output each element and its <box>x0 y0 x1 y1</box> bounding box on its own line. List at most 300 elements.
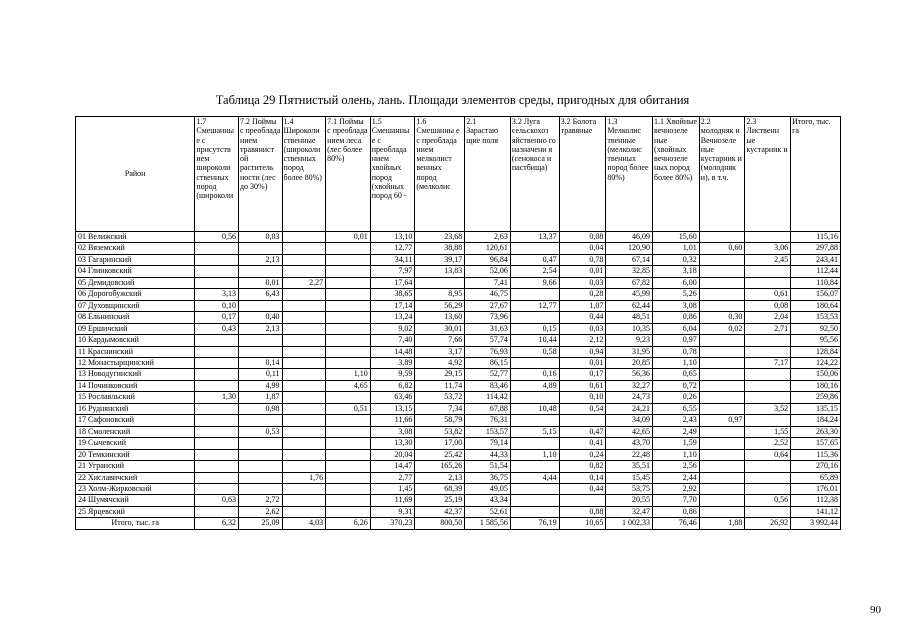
area-value-cell <box>238 483 282 494</box>
area-value-cell: 0,61 <box>559 380 606 391</box>
table-row <box>76 300 841 311</box>
area-value-cell <box>326 438 371 449</box>
area-value-cell <box>282 300 326 311</box>
table-row <box>76 312 841 323</box>
area-value-cell: 8,95 <box>415 289 465 300</box>
area-value-cell: 38,65 <box>370 289 415 300</box>
area-value-cell <box>699 461 745 472</box>
column-header-rayon: Район <box>76 117 195 232</box>
area-value-cell: 7,70 <box>653 495 700 506</box>
area-value-cell: 14,48 <box>370 346 415 357</box>
area-value-cell <box>510 392 559 403</box>
area-value-cell <box>326 461 371 472</box>
area-value-cell: 0,02 <box>699 323 745 334</box>
area-value-cell <box>699 495 745 506</box>
area-value-cell: 0,01 <box>326 232 371 243</box>
area-value-cell: 0,65 <box>653 369 700 380</box>
table-row <box>76 461 841 472</box>
area-value-cell: 135,15 <box>791 403 841 414</box>
area-value-cell: 83,46 <box>465 380 511 391</box>
area-value-cell <box>510 312 559 323</box>
area-value-cell: 120,61 <box>465 243 511 254</box>
area-value-cell: 7,97 <box>370 266 415 277</box>
total-value-cell: 76,46 <box>653 518 700 529</box>
area-value-cell: 31,63 <box>465 323 511 334</box>
area-value-cell: 2,43 <box>653 415 700 426</box>
area-value-cell: 52,61 <box>465 506 511 517</box>
table-row <box>76 254 841 265</box>
area-value-cell: 39,17 <box>415 254 465 265</box>
area-value-cell: 0,08 <box>745 300 791 311</box>
district-name-cell: 25 Ярцевский <box>76 506 195 517</box>
area-value-cell <box>699 483 745 494</box>
total-row <box>76 518 841 529</box>
area-value-cell: 96,84 <box>465 254 511 265</box>
total-value-cell: 25,09 <box>238 518 282 529</box>
area-value-cell <box>326 289 371 300</box>
table-row <box>76 472 841 483</box>
area-value-cell: 0,47 <box>510 254 559 265</box>
area-value-cell <box>282 380 326 391</box>
total-value-cell: 10,65 <box>559 518 606 529</box>
area-value-cell: 0,32 <box>653 254 700 265</box>
area-value-cell: 0,78 <box>559 254 606 265</box>
area-value-cell: 1,87 <box>238 392 282 403</box>
table-row <box>76 289 841 300</box>
district-name-cell: 14 Починковский <box>76 380 195 391</box>
area-value-cell: 15,60 <box>653 232 700 243</box>
area-value-cell: 45,99 <box>606 289 653 300</box>
area-value-cell: 2,12 <box>559 335 606 346</box>
table-row <box>76 495 841 506</box>
area-value-cell: 297,88 <box>791 243 841 254</box>
area-value-cell: 0,14 <box>238 357 282 368</box>
area-value-cell: 150,06 <box>791 369 841 380</box>
table-row <box>76 266 841 277</box>
area-value-cell: 13,60 <box>415 312 465 323</box>
area-value-cell <box>282 335 326 346</box>
area-value-cell: 46,09 <box>606 232 653 243</box>
area-value-cell <box>195 346 239 357</box>
district-name-cell: 21 Угранский <box>76 461 195 472</box>
area-value-cell: 7,66 <box>415 335 465 346</box>
area-value-cell: 0,16 <box>510 369 559 380</box>
area-value-cell: 17,64 <box>370 277 415 288</box>
area-value-cell <box>282 461 326 472</box>
district-name-cell: 09 Ершичский <box>76 323 195 334</box>
area-value-cell: 112,44 <box>791 266 841 277</box>
area-value-cell <box>282 392 326 403</box>
area-value-cell <box>282 438 326 449</box>
total-value-cell: 3 992,44 <box>791 518 841 529</box>
area-value-cell <box>195 243 239 254</box>
area-value-cell: 2,52 <box>745 438 791 449</box>
area-value-cell: 115,36 <box>791 449 841 460</box>
area-value-cell: 0,56 <box>745 495 791 506</box>
area-value-cell: 2,71 <box>745 323 791 334</box>
district-name-cell: 08 Ельнинский <box>76 312 195 323</box>
area-value-cell: 9,23 <box>606 335 653 346</box>
area-value-cell: 2,04 <box>745 312 791 323</box>
area-value-cell: 53,75 <box>606 483 653 494</box>
area-value-cell: 53,72 <box>415 392 465 403</box>
area-value-cell: 0,43 <box>195 323 239 334</box>
area-value-cell <box>699 346 745 357</box>
area-value-cell: 0,01 <box>559 266 606 277</box>
area-value-cell: 76,93 <box>465 346 511 357</box>
area-value-cell: 1,01 <box>653 243 700 254</box>
area-value-cell: 7,17 <box>745 357 791 368</box>
area-value-cell: 0,03 <box>559 277 606 288</box>
area-value-cell: 20,04 <box>370 449 415 460</box>
area-value-cell <box>238 438 282 449</box>
table-row <box>76 369 841 380</box>
area-value-cell <box>510 289 559 300</box>
area-value-cell: 62,44 <box>606 300 653 311</box>
area-value-cell <box>282 483 326 494</box>
area-value-cell: 0,28 <box>559 289 606 300</box>
total-value-cell: 800,50 <box>415 518 465 529</box>
area-value-cell: 10,44 <box>510 335 559 346</box>
area-value-cell <box>195 277 239 288</box>
area-value-cell: 27,67 <box>465 300 511 311</box>
area-value-cell <box>282 449 326 460</box>
area-value-cell <box>745 472 791 483</box>
area-value-cell: 4,89 <box>510 380 559 391</box>
area-value-cell: 3,89 <box>370 357 415 368</box>
total-value-cell: 6,26 <box>326 518 371 529</box>
area-value-cell: 23,68 <box>415 232 465 243</box>
area-value-cell <box>238 300 282 311</box>
area-value-cell: 10,35 <box>606 323 653 334</box>
area-value-cell <box>745 369 791 380</box>
area-value-cell: 0,01 <box>559 357 606 368</box>
area-value-cell: 0,97 <box>653 335 700 346</box>
area-value-cell: 153,57 <box>465 426 511 437</box>
area-value-cell <box>699 277 745 288</box>
area-value-cell: 259,86 <box>791 392 841 403</box>
area-value-cell: 13,15 <box>370 403 415 414</box>
area-value-cell: 0,97 <box>699 415 745 426</box>
area-value-cell <box>745 346 791 357</box>
table-row <box>76 277 841 288</box>
habitat-area-table <box>75 116 841 530</box>
column-header: 1.6 Смешанны е с преоблада нием мелколист венных пород (мелколис <box>415 117 465 232</box>
area-value-cell: 79,14 <box>465 438 511 449</box>
area-value-cell: 25,42 <box>415 449 465 460</box>
table-row <box>76 380 841 391</box>
area-value-cell: 20,85 <box>606 357 653 368</box>
area-value-cell <box>699 426 745 437</box>
district-name-cell: 02 Вяземский <box>76 243 195 254</box>
area-value-cell <box>282 266 326 277</box>
area-value-cell: 52,77 <box>465 369 511 380</box>
area-value-cell <box>195 415 239 426</box>
area-value-cell: 0,44 <box>559 312 606 323</box>
area-value-cell: 1,76 <box>282 472 326 483</box>
area-value-cell <box>195 449 239 460</box>
table-row <box>76 232 841 243</box>
area-value-cell <box>510 506 559 517</box>
column-header: 7.2 Поймы с преоблада нием травянист ой раститель ности (лес до 30%) <box>238 117 282 232</box>
district-name-cell: 19 Сычевский <box>76 438 195 449</box>
area-value-cell <box>699 438 745 449</box>
area-value-cell <box>699 403 745 414</box>
area-value-cell <box>510 357 559 368</box>
area-value-cell: 6,82 <box>370 380 415 391</box>
area-value-cell: 0,88 <box>559 506 606 517</box>
total-value-cell: 26,92 <box>745 518 791 529</box>
area-value-cell: 24,21 <box>606 403 653 414</box>
area-value-cell: 243,41 <box>791 254 841 265</box>
area-value-cell: 2,54 <box>510 266 559 277</box>
area-value-cell <box>195 369 239 380</box>
area-value-cell <box>699 300 745 311</box>
district-name-cell: 04 Глинковский <box>76 266 195 277</box>
area-value-cell <box>326 415 371 426</box>
column-header: 3.2 Луга сельскохоз яйственно го назначени я (сенокоса и пастбища) <box>510 117 559 232</box>
area-value-cell: 6,04 <box>653 323 700 334</box>
table-row <box>76 426 841 437</box>
area-value-cell: 128,84 <box>791 346 841 357</box>
area-value-cell <box>326 277 371 288</box>
area-value-cell: 0,14 <box>559 472 606 483</box>
area-value-cell <box>195 426 239 437</box>
area-value-cell <box>238 266 282 277</box>
area-value-cell: 176,01 <box>791 483 841 494</box>
area-value-cell: 13,30 <box>370 438 415 449</box>
area-value-cell: 35,51 <box>606 461 653 472</box>
table-row <box>76 449 841 460</box>
area-value-cell: 112,38 <box>791 495 841 506</box>
area-value-cell: 10,48 <box>510 403 559 414</box>
area-value-cell: 0,41 <box>559 438 606 449</box>
area-value-cell: 124,22 <box>791 357 841 368</box>
district-name-cell: 10 Кардымовский <box>76 335 195 346</box>
area-value-cell: 0,10 <box>195 300 239 311</box>
area-value-cell: 4,99 <box>238 380 282 391</box>
area-value-cell <box>745 232 791 243</box>
area-value-cell: 1,07 <box>559 300 606 311</box>
area-value-cell: 0,11 <box>238 369 282 380</box>
area-value-cell <box>699 380 745 391</box>
column-header: 1.3 Мелколис твенные (мелколис твенных пород более 80%) <box>606 117 653 232</box>
area-value-cell: 86,15 <box>465 357 511 368</box>
area-value-cell: 43,34 <box>465 495 511 506</box>
area-value-cell <box>745 461 791 472</box>
district-name-cell: 18 Смоленский <box>76 426 195 437</box>
area-value-cell <box>282 323 326 334</box>
area-value-cell: 0,94 <box>559 346 606 357</box>
area-value-cell: 1,10 <box>653 357 700 368</box>
area-value-cell: 2,49 <box>653 426 700 437</box>
district-name-cell: 12 Монастырщинский <box>76 357 195 368</box>
area-value-cell <box>326 312 371 323</box>
area-value-cell: 1,10 <box>326 369 371 380</box>
area-value-cell: 2,13 <box>238 254 282 265</box>
total-value-cell: 1 585,56 <box>465 518 511 529</box>
area-value-cell <box>238 346 282 357</box>
area-value-cell: 9,02 <box>370 323 415 334</box>
area-value-cell: 0,56 <box>195 232 239 243</box>
area-value-cell <box>238 335 282 346</box>
district-name-cell: 22 Хиславичский <box>76 472 195 483</box>
area-value-cell: 0,53 <box>238 426 282 437</box>
area-value-cell: 56,29 <box>415 300 465 311</box>
column-header: 1.7 Смешанны е с присутств ием широколи ственных пород (широколи <box>195 117 239 232</box>
area-value-cell: 1,30 <box>195 392 239 403</box>
area-value-cell: 2,77 <box>370 472 415 483</box>
area-value-cell: 4,65 <box>326 380 371 391</box>
area-value-cell <box>282 506 326 517</box>
area-value-cell: 3,08 <box>653 300 700 311</box>
area-value-cell: 24,73 <box>606 392 653 403</box>
area-value-cell: 165,26 <box>415 461 465 472</box>
area-value-cell <box>699 335 745 346</box>
total-value-cell: 1,88 <box>699 518 745 529</box>
area-value-cell: 270,16 <box>791 461 841 472</box>
district-name-cell: 15 Рославльский <box>76 392 195 403</box>
area-value-cell: 3,06 <box>745 243 791 254</box>
area-value-cell <box>559 495 606 506</box>
area-value-cell: 0,08 <box>559 232 606 243</box>
area-value-cell <box>510 483 559 494</box>
area-value-cell <box>326 254 371 265</box>
area-value-cell: 0,78 <box>653 346 700 357</box>
table-row <box>76 438 841 449</box>
area-value-cell: 43,70 <box>606 438 653 449</box>
area-value-cell: 0,04 <box>559 243 606 254</box>
area-value-cell: 9,59 <box>370 369 415 380</box>
table-row <box>76 243 841 254</box>
area-value-cell: 0,63 <box>195 495 239 506</box>
area-value-cell: 141,12 <box>791 506 841 517</box>
area-value-cell: 0,86 <box>653 312 700 323</box>
area-value-cell: 0,30 <box>699 312 745 323</box>
area-value-cell <box>699 232 745 243</box>
area-value-cell: 67,88 <box>465 403 511 414</box>
area-value-cell: 51,54 <box>465 461 511 472</box>
area-value-cell: 0,03 <box>559 323 606 334</box>
area-value-cell <box>282 243 326 254</box>
area-value-cell <box>699 266 745 277</box>
table-row <box>76 415 841 426</box>
area-value-cell: 13,24 <box>370 312 415 323</box>
area-value-cell <box>282 495 326 506</box>
area-value-cell: 11,66 <box>370 415 415 426</box>
area-value-cell: 2,27 <box>282 277 326 288</box>
area-value-cell: 0,54 <box>559 403 606 414</box>
area-value-cell: 0,03 <box>238 232 282 243</box>
area-value-cell <box>699 254 745 265</box>
table-body <box>76 232 841 530</box>
area-value-cell: 44,33 <box>465 449 511 460</box>
area-value-cell: 0,24 <box>559 449 606 460</box>
area-value-cell <box>282 232 326 243</box>
area-value-cell: 32,47 <box>606 506 653 517</box>
area-value-cell: 5,26 <box>653 289 700 300</box>
area-value-cell: 65,89 <box>791 472 841 483</box>
area-value-cell: 0,98 <box>238 403 282 414</box>
area-value-cell: 0,17 <box>559 369 606 380</box>
area-value-cell <box>282 415 326 426</box>
total-value-cell: 76,19 <box>510 518 559 529</box>
district-name-cell: 20 Темкинский <box>76 449 195 460</box>
area-value-cell: 4,44 <box>510 472 559 483</box>
area-value-cell: 2,72 <box>238 495 282 506</box>
area-value-cell: 57,74 <box>465 335 511 346</box>
area-value-cell: 2,44 <box>653 472 700 483</box>
area-value-cell <box>195 266 239 277</box>
area-value-cell <box>699 392 745 403</box>
area-value-cell: 115,16 <box>791 232 841 243</box>
area-value-cell <box>326 323 371 334</box>
area-value-cell: 1,55 <box>745 426 791 437</box>
area-value-cell <box>745 335 791 346</box>
column-header: 1.1 Хвойные вечнозеле ные (хвойных вечнозеле ных пород более 80%) <box>653 117 700 232</box>
district-name-cell: 11 Краснинский <box>76 346 195 357</box>
area-value-cell <box>745 483 791 494</box>
table-row <box>76 346 841 357</box>
district-name-cell: 24 Шумячский <box>76 495 195 506</box>
area-value-cell: 36,75 <box>465 472 511 483</box>
area-value-cell: 114,42 <box>465 392 511 403</box>
area-value-cell <box>510 243 559 254</box>
area-value-cell: 14,47 <box>370 461 415 472</box>
area-value-cell <box>195 254 239 265</box>
area-value-cell: 0,61 <box>745 289 791 300</box>
area-value-cell <box>326 483 371 494</box>
area-value-cell <box>195 335 239 346</box>
area-value-cell: 76,31 <box>465 415 511 426</box>
area-value-cell <box>326 243 371 254</box>
area-value-cell: 0,44 <box>559 483 606 494</box>
table-row <box>76 403 841 414</box>
area-value-cell: 6,43 <box>238 289 282 300</box>
district-name-cell: 16 Руднянский <box>76 403 195 414</box>
area-value-cell <box>326 472 371 483</box>
area-value-cell: 11,69 <box>370 495 415 506</box>
area-value-cell: 73,96 <box>465 312 511 323</box>
area-value-cell <box>195 438 239 449</box>
area-value-cell: 1,10 <box>510 449 559 460</box>
area-value-cell: 67,14 <box>606 254 653 265</box>
area-value-cell <box>510 415 559 426</box>
area-value-cell <box>326 300 371 311</box>
area-value-cell <box>415 277 465 288</box>
area-value-cell: 6,55 <box>653 403 700 414</box>
area-value-cell: 4,92 <box>415 357 465 368</box>
area-value-cell <box>195 380 239 391</box>
area-value-cell <box>699 449 745 460</box>
total-value-cell: 6,32 <box>195 518 239 529</box>
area-value-cell: 11,74 <box>415 380 465 391</box>
area-value-cell <box>745 506 791 517</box>
header-row <box>76 117 841 232</box>
area-value-cell: 0,15 <box>510 323 559 334</box>
area-value-cell: 58,79 <box>415 415 465 426</box>
area-value-cell: 3,52 <box>745 403 791 414</box>
area-value-cell: 0,26 <box>653 392 700 403</box>
area-value-cell: 68,39 <box>415 483 465 494</box>
area-value-cell: 3,13 <box>195 289 239 300</box>
area-value-cell: 156,07 <box>791 289 841 300</box>
area-value-cell <box>510 438 559 449</box>
area-value-cell <box>238 472 282 483</box>
area-value-cell <box>745 266 791 277</box>
area-value-cell: 22,48 <box>606 449 653 460</box>
area-value-cell <box>326 506 371 517</box>
